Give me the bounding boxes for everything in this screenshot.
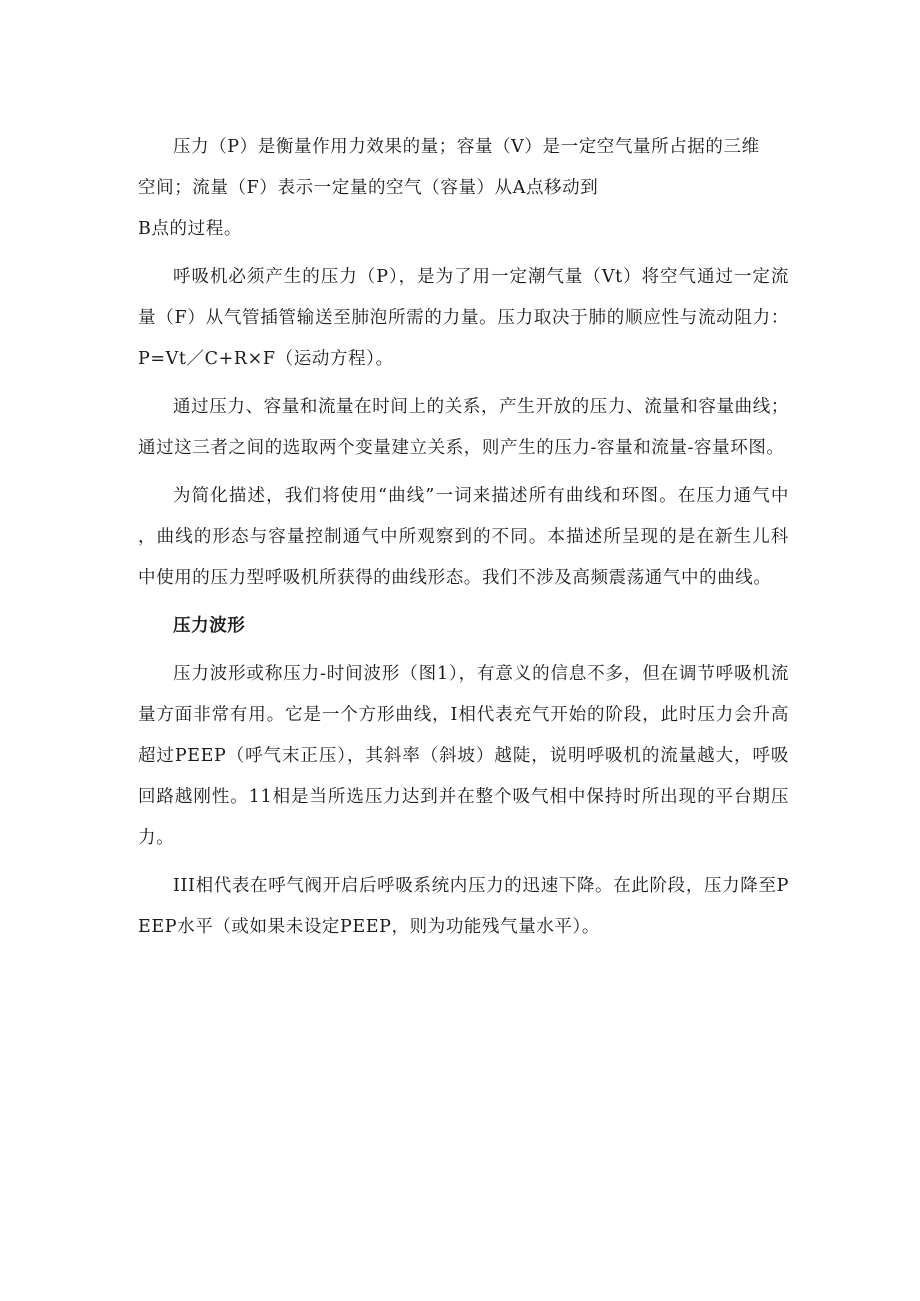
paragraph-description: 为简化描述，我们将使用“曲线”一词来描述所有曲线和环图。在压力通气中，曲线的形态与容量控制通气中所观察到的不同。本描述所呈现的是在新生儿科中使用的压力型呼吸机所获得的曲线形态。我们不涉及高频震荡通气中的曲线。 [138,486,789,588]
paragraph-curves: 通过压力、容量和流量在时间上的关系，产生开放的压力、流量和容量曲线；通过这三者之间的选取两个变量建立关系，则产生的压力-容量和流量-容量环图。 [138,397,789,458]
paragraph-line: 空间；流量（F）表示一定量的空气（容量）从A点移动到 [138,178,599,198]
paragraph-pressure-waveform: 压力波形或称压力-时间波形（图1），有意义的信息不多，但在调节呼吸机流量方面非常有用。它是一个方形曲线，I相代表充气开始的阶段，此时压力会升高超过PEEP（呼气末正压），其斜率（斜坡）越陡，说明呼吸机的流量越大，呼吸回路越刚性。11相是当所选压力达到并在整个吸气相中保持时所出现的平台期压力。 [138,664,789,848]
paragraph-pressure: 呼吸机必须产生的压力（P），是为了用一定潮气量（Vt）将空气通过一定流量（F）从气管插管输送至肺泡所需的力量。压力取决于肺的顺应性与流动阻力：P=Vt／C+R×F（运动方程）。 [138,267,789,369]
paragraph-line: 压力（P）是衡量作用力效果的量；容量（V）是一定空气量所占据的三维 [173,137,760,157]
section-heading: 压力波形 [173,616,246,636]
paragraph-line: B点的过程。 [138,219,242,239]
paragraph-definitions [138,127,789,250]
paragraph-phase-three: III相代表在呼气阀开启后呼吸系统内压力的迅速下降。在此阶段，压力降至PEEP水平（或如果未设定PEEP，则为功能残气量水平）。 [138,876,789,937]
